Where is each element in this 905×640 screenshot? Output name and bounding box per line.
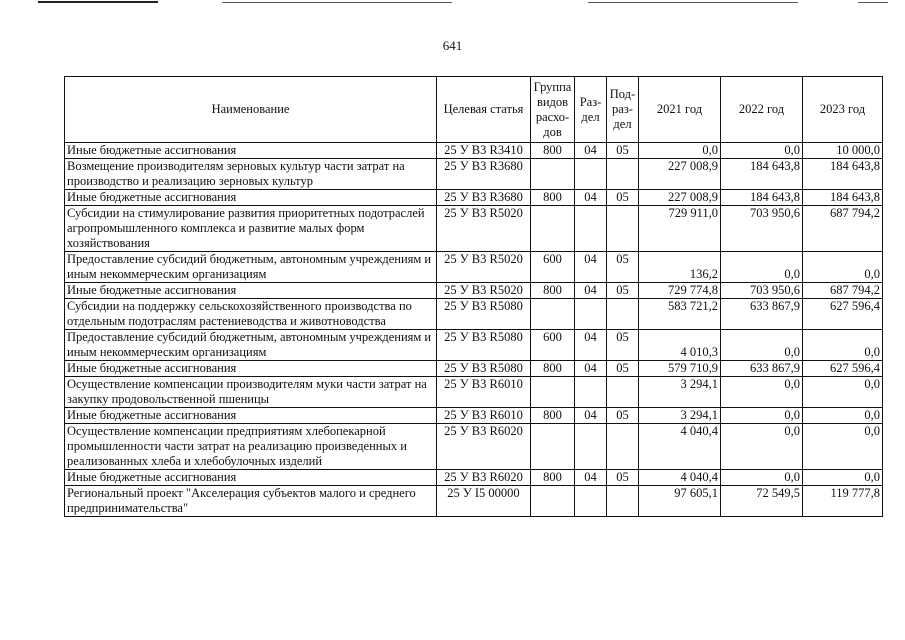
- cell-subsection: 05: [607, 361, 639, 377]
- cell-target-article: 25 У В3 R3680: [437, 190, 531, 206]
- cell-target-article: 25 У В3 R5080: [437, 299, 531, 330]
- header-row: [65, 77, 883, 143]
- cell-target-article: 25 У В3 R5020: [437, 283, 531, 299]
- cell-name: Осуществление компенсации предприятиям хлебопекарной промышленности части затрат на реализацию произведенных и реализованных хлеба и хлебобулочных изделий: [65, 424, 437, 470]
- cell-2023: 119 777,8: [803, 486, 883, 517]
- top-rule-center: [222, 2, 452, 3]
- cell-2022: 0,0: [721, 470, 803, 486]
- cell-name: Иные бюджетные ассигнования: [65, 470, 437, 486]
- cell-2022: 703 950,6: [721, 206, 803, 252]
- cell-expense-group: 600: [531, 252, 575, 283]
- cell-2021: 227 008,9: [639, 159, 721, 190]
- cell-2021: 729 774,8: [639, 283, 721, 299]
- cell-section: [575, 206, 607, 252]
- cell-2021: 579 710,9: [639, 361, 721, 377]
- cell-name: Осуществление компенсации производителям муки части затрат на закупку продовольственной пшеницы: [65, 377, 437, 408]
- cell-2022: 0,0: [721, 143, 803, 159]
- cell-2023: 627 596,4: [803, 299, 883, 330]
- cell-subsection: 05: [607, 190, 639, 206]
- cell-2023: 687 794,2: [803, 206, 883, 252]
- cell-section: [575, 299, 607, 330]
- cell-name: Иные бюджетные ассигнования: [65, 361, 437, 377]
- cell-subsection: [607, 159, 639, 190]
- table-row: [65, 424, 883, 470]
- cell-expense-group: [531, 206, 575, 252]
- cell-2022: 184 643,8: [721, 159, 803, 190]
- cell-name: Иные бюджетные ассигнования: [65, 408, 437, 424]
- col-header-section: Раз-дел: [575, 77, 607, 143]
- col-header-2022: 2022 год: [721, 77, 803, 143]
- table-row: [65, 361, 883, 377]
- cell-name: Возмещение производителям зерновых культур части затрат на производство и реализацию зерновых культур: [65, 159, 437, 190]
- col-header-name: Наименование: [65, 77, 437, 143]
- cell-2023: 0,0: [803, 424, 883, 470]
- budget-table: [64, 76, 883, 517]
- table-row: [65, 299, 883, 330]
- cell-subsection: [607, 424, 639, 470]
- cell-target-article: 25 У В3 R3680: [437, 159, 531, 190]
- cell-name: Региональный проект "Акселерация субъектов малого и среднего предпринимательства": [65, 486, 437, 517]
- cell-2022: 633 867,9: [721, 299, 803, 330]
- cell-section: [575, 486, 607, 517]
- cell-subsection: [607, 206, 639, 252]
- cell-subsection: [607, 486, 639, 517]
- top-rule-left: [38, 1, 158, 3]
- cell-2021: 4 010,3: [639, 330, 721, 361]
- col-header-2021: 2021 год: [639, 77, 721, 143]
- cell-target-article: 25 У I5 00000: [437, 486, 531, 517]
- cell-expense-group: 800: [531, 283, 575, 299]
- cell-subsection: 05: [607, 252, 639, 283]
- cell-2023: 0,0: [803, 377, 883, 408]
- table-row: [65, 486, 883, 517]
- cell-expense-group: [531, 299, 575, 330]
- cell-2022: 0,0: [721, 330, 803, 361]
- cell-2021: 583 721,2: [639, 299, 721, 330]
- cell-2023: 0,0: [803, 408, 883, 424]
- cell-section: [575, 159, 607, 190]
- col-header-expense-group: Группа видов расхо-дов: [531, 77, 575, 143]
- table-row: [65, 283, 883, 299]
- cell-expense-group: 800: [531, 361, 575, 377]
- cell-subsection: [607, 299, 639, 330]
- cell-2021: 97 605,1: [639, 486, 721, 517]
- table-row: [65, 143, 883, 159]
- cell-expense-group: [531, 377, 575, 408]
- cell-section: 04: [575, 143, 607, 159]
- cell-expense-group: 800: [531, 190, 575, 206]
- cell-target-article: 25 У В3 R6010: [437, 377, 531, 408]
- cell-2023: 184 643,8: [803, 190, 883, 206]
- cell-2023: 0,0: [803, 252, 883, 283]
- cell-subsection: 05: [607, 143, 639, 159]
- cell-section: 04: [575, 330, 607, 361]
- table-row: [65, 252, 883, 283]
- cell-target-article: 25 У В3 R5020: [437, 206, 531, 252]
- cell-2022: 184 643,8: [721, 190, 803, 206]
- cell-2022: 0,0: [721, 252, 803, 283]
- table-row: [65, 408, 883, 424]
- cell-name: Предоставление субсидий бюджетным, автономным учреждениям и иным некоммерческим организациям: [65, 330, 437, 361]
- cell-name: Предоставление субсидий бюджетным, автономным учреждениям и иным некоммерческим организациям: [65, 252, 437, 283]
- cell-name: Субсидии на стимулирование развития приоритетных подотраслей агропромышленного комплекса и развитие малых форм хозяйствования: [65, 206, 437, 252]
- cell-2021: 4 040,4: [639, 470, 721, 486]
- cell-expense-group: [531, 159, 575, 190]
- cell-section: [575, 424, 607, 470]
- table-row: [65, 206, 883, 252]
- cell-section: 04: [575, 283, 607, 299]
- cell-2022: 633 867,9: [721, 361, 803, 377]
- cell-target-article: 25 У В3 R6010: [437, 408, 531, 424]
- cell-target-article: 25 У В3 R5020: [437, 252, 531, 283]
- cell-section: 04: [575, 470, 607, 486]
- cell-target-article: 25 У В3 R5080: [437, 361, 531, 377]
- table-row: [65, 470, 883, 486]
- cell-expense-group: [531, 424, 575, 470]
- cell-2021: 729 911,0: [639, 206, 721, 252]
- cell-expense-group: 800: [531, 143, 575, 159]
- cell-2022: 0,0: [721, 377, 803, 408]
- cell-name: Иные бюджетные ассигнования: [65, 283, 437, 299]
- cell-2023: 687 794,2: [803, 283, 883, 299]
- cell-name: Иные бюджетные ассигнования: [65, 190, 437, 206]
- cell-2022: 72 549,5: [721, 486, 803, 517]
- cell-2022: 0,0: [721, 408, 803, 424]
- cell-2023: 184 643,8: [803, 159, 883, 190]
- table-body: [65, 143, 883, 517]
- cell-subsection: 05: [607, 408, 639, 424]
- cell-2021: 0,0: [639, 143, 721, 159]
- table-row: [65, 377, 883, 408]
- col-header-2023: 2023 год: [803, 77, 883, 143]
- cell-expense-group: 600: [531, 330, 575, 361]
- cell-target-article: 25 У В3 R6020: [437, 470, 531, 486]
- cell-name: Иные бюджетные ассигнования: [65, 143, 437, 159]
- col-header-target-article: Целевая статья: [437, 77, 531, 143]
- top-rule-right: [588, 2, 798, 3]
- cell-target-article: 25 У В3 R3410: [437, 143, 531, 159]
- cell-subsection: [607, 377, 639, 408]
- cell-expense-group: 800: [531, 408, 575, 424]
- table-row: [65, 159, 883, 190]
- cell-section: 04: [575, 190, 607, 206]
- cell-section: 04: [575, 408, 607, 424]
- cell-section: 04: [575, 252, 607, 283]
- cell-2021: 4 040,4: [639, 424, 721, 470]
- cell-2023: 10 000,0: [803, 143, 883, 159]
- table-row: [65, 190, 883, 206]
- cell-section: [575, 377, 607, 408]
- page-number: 641: [442, 38, 463, 53]
- cell-target-article: 25 У В3 R5080: [437, 330, 531, 361]
- table-row: [65, 330, 883, 361]
- cell-2021: 3 294,1: [639, 408, 721, 424]
- cell-expense-group: [531, 486, 575, 517]
- cell-2022: 0,0: [721, 424, 803, 470]
- cell-expense-group: 800: [531, 470, 575, 486]
- top-rule-far-right: [858, 2, 888, 3]
- cell-2021: 136,2: [639, 252, 721, 283]
- cell-2021: 227 008,9: [639, 190, 721, 206]
- col-header-subsection: Под-раз-дел: [607, 77, 639, 143]
- cell-2022: 703 950,6: [721, 283, 803, 299]
- cell-subsection: 05: [607, 330, 639, 361]
- cell-2023: 0,0: [803, 330, 883, 361]
- cell-target-article: 25 У В3 R6020: [437, 424, 531, 470]
- cell-2021: 3 294,1: [639, 377, 721, 408]
- cell-name: Субсидии на поддержку сельскохозяйственного производства по отдельным подотраслям растениеводства и животноводства: [65, 299, 437, 330]
- cell-2023: 627 596,4: [803, 361, 883, 377]
- cell-subsection: 05: [607, 283, 639, 299]
- cell-section: 04: [575, 361, 607, 377]
- cell-subsection: 05: [607, 470, 639, 486]
- cell-2023: 0,0: [803, 470, 883, 486]
